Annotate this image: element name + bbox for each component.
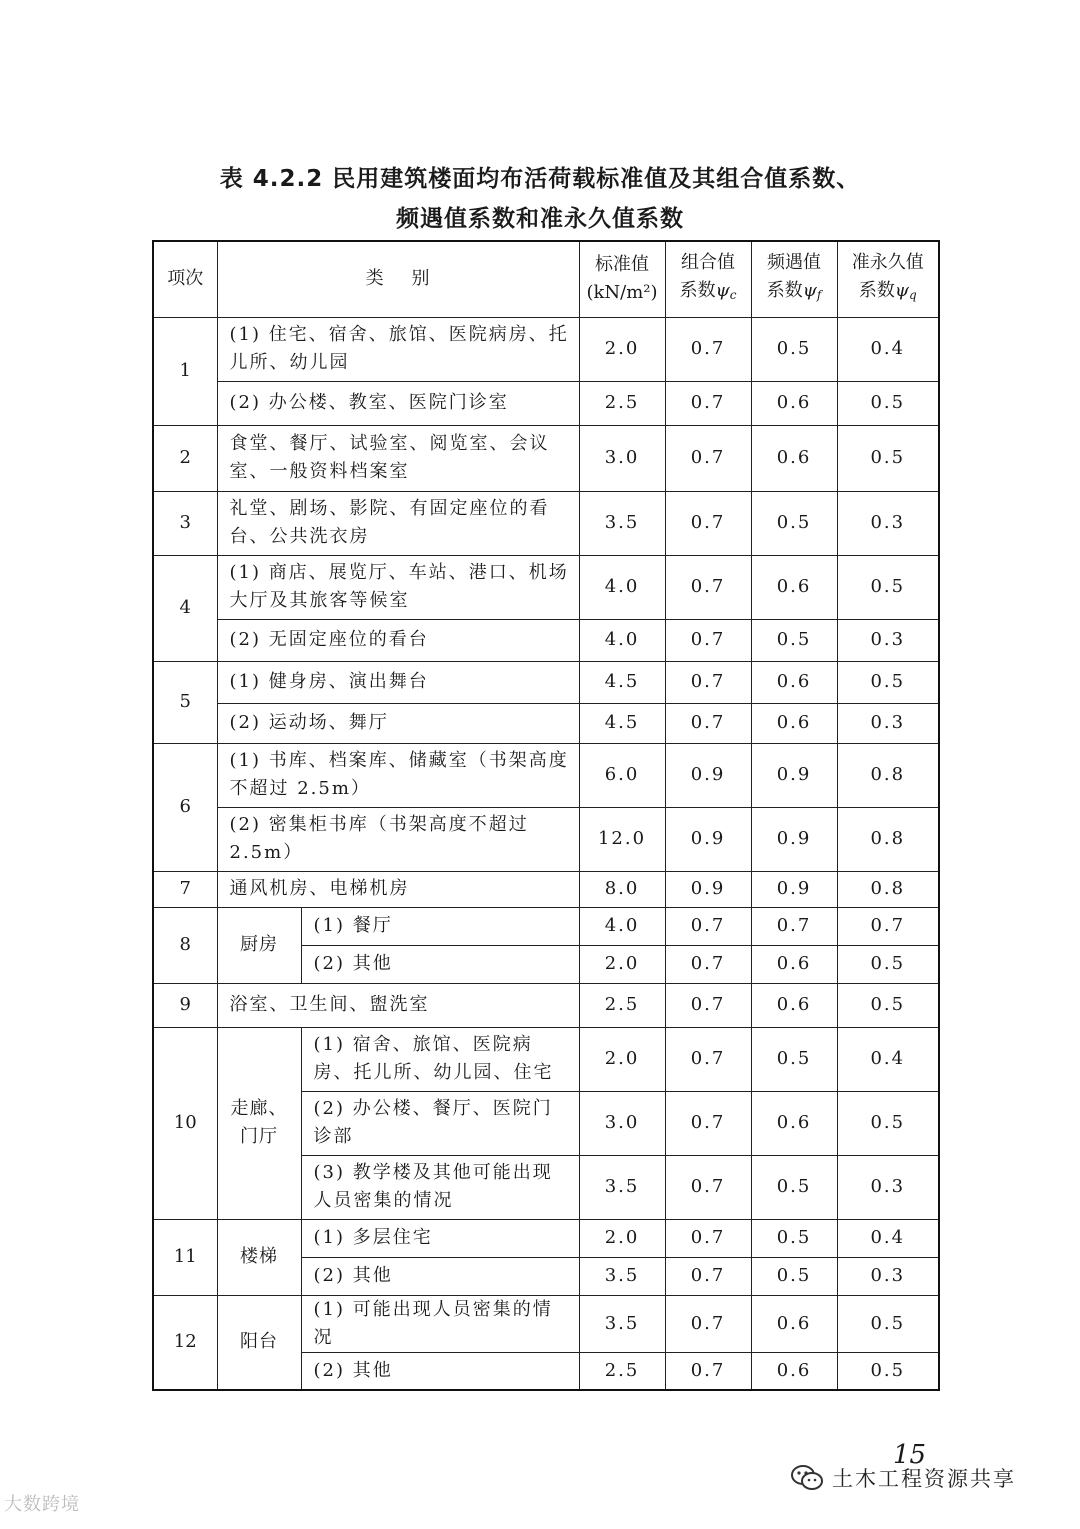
standard-value: 4.0 <box>579 907 665 945</box>
category-description: (3) 教学楼及其他可能出现人员密集的情况 <box>301 1155 579 1219</box>
item-number: 1 <box>153 317 217 425</box>
item-number: 4 <box>153 555 217 661</box>
category-description: (1) 商店、展览厅、车站、港口、机场大厅及其旅客等候室 <box>217 555 579 619</box>
category-description: (2) 其他 <box>301 1257 579 1295</box>
combination-factor: 0.7 <box>665 1091 751 1155</box>
category-description: (1) 宿舍、旅馆、医院病房、托儿所、幼儿园、住宅 <box>301 1027 579 1091</box>
combination-factor: 0.7 <box>665 317 751 381</box>
quasi-permanent-factor: 0.4 <box>837 1027 939 1091</box>
header-combo-symbol: ψ <box>715 280 730 302</box>
category-group: 厨房 <box>217 907 301 983</box>
frequent-factor: 0.5 <box>751 317 837 381</box>
header-freq-sub: f <box>816 288 822 303</box>
frequent-factor: 0.6 <box>751 945 837 983</box>
quasi-permanent-factor: 0.4 <box>837 1219 939 1257</box>
standard-value: 4.5 <box>579 661 665 703</box>
quasi-permanent-factor: 0.7 <box>837 907 939 945</box>
frequent-factor: 0.9 <box>751 743 837 807</box>
combination-factor: 0.9 <box>665 871 751 907</box>
header-category: 类 别 <box>217 241 579 317</box>
frequent-factor: 0.7 <box>751 907 837 945</box>
wechat-icon <box>790 1463 824 1493</box>
header-combination-factor <box>665 241 751 317</box>
category-description: 浴室、卫生间、盥洗室 <box>217 983 579 1027</box>
item-number: 8 <box>153 907 217 983</box>
quasi-permanent-factor: 0.3 <box>837 703 939 743</box>
category-description: (1) 健身房、演出舞台 <box>217 661 579 703</box>
frequent-factor: 0.5 <box>751 1257 837 1295</box>
combination-factor: 0.7 <box>665 425 751 491</box>
combination-factor: 0.7 <box>665 1295 751 1352</box>
item-number: 3 <box>153 491 217 555</box>
header-quasi-sub: q <box>908 288 917 303</box>
standard-value: 2.5 <box>579 381 665 425</box>
category-description: (2) 办公楼、教室、医院门诊室 <box>217 381 579 425</box>
table-row <box>153 425 939 491</box>
standard-value: 3.5 <box>579 1257 665 1295</box>
category-description: (2) 其他 <box>301 945 579 983</box>
item-number: 10 <box>153 1027 217 1219</box>
header-quasi-line2: 系数 <box>858 280 895 302</box>
combination-factor: 0.7 <box>665 907 751 945</box>
frequent-factor: 0.5 <box>751 1027 837 1091</box>
frequent-factor: 0.6 <box>751 703 837 743</box>
quasi-permanent-factor: 0.5 <box>837 381 939 425</box>
category-description: 通风机房、电梯机房 <box>217 871 579 907</box>
watermark-right <box>790 1463 1016 1493</box>
item-number: 5 <box>153 661 217 743</box>
frequent-factor: 0.5 <box>751 619 837 661</box>
category-description: (1) 书库、档案库、储藏室（书架高度不超过 2.5m） <box>217 743 579 807</box>
frequent-factor: 0.5 <box>751 1155 837 1219</box>
header-quasi-symbol: ψ <box>894 280 909 302</box>
frequent-factor: 0.6 <box>751 425 837 491</box>
standard-value: 12.0 <box>579 807 665 871</box>
standard-value: 2.5 <box>579 983 665 1027</box>
header-freq-line1: 频遇值 <box>767 252 822 274</box>
table-row <box>153 907 939 945</box>
frequent-factor: 0.6 <box>751 661 837 703</box>
table-row <box>153 983 939 1027</box>
standard-value: 4.5 <box>579 703 665 743</box>
table-row <box>153 491 939 555</box>
table-header-row <box>153 241 939 317</box>
category-description: (1) 住宅、宿舍、旅馆、医院病房、托儿所、幼儿园 <box>217 317 579 381</box>
standard-value: 2.0 <box>579 945 665 983</box>
frequent-factor: 0.6 <box>751 381 837 425</box>
table-title-line-1: 表 4.2.2 民用建筑楼面均布活荷载标准值及其组合值系数、 <box>219 166 861 192</box>
category-description: 礼堂、剧场、影院、有固定座位的看台、公共洗衣房 <box>217 491 579 555</box>
header-frequent-factor <box>751 241 837 317</box>
standard-value: 2.5 <box>579 1352 665 1390</box>
header-standard-value <box>579 241 665 317</box>
watermark-right-text: 土木工程资源共享 <box>832 1467 1016 1491</box>
category-group: 楼梯 <box>217 1219 301 1295</box>
header-freq-symbol: ψ <box>802 280 817 302</box>
item-number: 6 <box>153 743 217 871</box>
combination-factor: 0.9 <box>665 807 751 871</box>
quasi-permanent-factor: 0.8 <box>837 871 939 907</box>
category-description: (1) 餐厅 <box>301 907 579 945</box>
combination-factor: 0.7 <box>665 1219 751 1257</box>
quasi-permanent-factor: 0.5 <box>837 1091 939 1155</box>
frequent-factor: 0.6 <box>751 1352 837 1390</box>
quasi-permanent-factor: 0.3 <box>837 619 939 661</box>
standard-value: 4.0 <box>579 555 665 619</box>
category-description: 食堂、餐厅、试验室、阅览室、会议室、一般资料档案室 <box>217 425 579 491</box>
frequent-factor: 0.6 <box>751 1091 837 1155</box>
standard-value: 2.0 <box>579 1027 665 1091</box>
table-body <box>153 317 939 1390</box>
category-group: 走廊、门厅 <box>217 1027 301 1219</box>
table-row <box>153 661 939 703</box>
combination-factor: 0.7 <box>665 1352 751 1390</box>
combination-factor: 0.7 <box>665 381 751 425</box>
item-number: 7 <box>153 871 217 907</box>
item-number: 12 <box>153 1295 217 1390</box>
standard-value: 4.0 <box>579 619 665 661</box>
frequent-factor: 0.6 <box>751 555 837 619</box>
quasi-permanent-factor: 0.4 <box>837 317 939 381</box>
combination-factor: 0.7 <box>665 983 751 1027</box>
header-item: 项次 <box>153 241 217 317</box>
table-title-line-2: 频遇值系数和准永久值系数 <box>396 206 684 232</box>
header-std-line2: (kN/m²) <box>586 282 658 304</box>
table-row <box>153 381 939 425</box>
table-row <box>153 871 939 907</box>
combination-factor: 0.7 <box>665 1027 751 1091</box>
category-description: (2) 运动场、舞厅 <box>217 703 579 743</box>
table-row <box>153 1027 939 1091</box>
standard-value: 2.0 <box>579 1219 665 1257</box>
quasi-permanent-factor: 0.5 <box>837 1352 939 1390</box>
item-number: 2 <box>153 425 217 491</box>
quasi-permanent-factor: 0.5 <box>837 661 939 703</box>
combination-factor: 0.7 <box>665 661 751 703</box>
frequent-factor: 0.6 <box>751 983 837 1027</box>
standard-value: 8.0 <box>579 871 665 907</box>
header-combo-line2: 系数 <box>679 280 716 302</box>
load-table <box>152 240 940 1391</box>
quasi-permanent-factor: 0.3 <box>837 1155 939 1219</box>
category-description: (2) 密集柜书库（书架高度不超过 2.5m） <box>217 807 579 871</box>
quasi-permanent-factor: 0.5 <box>837 555 939 619</box>
frequent-factor: 0.9 <box>751 871 837 907</box>
frequent-factor: 0.5 <box>751 491 837 555</box>
category-description: (2) 办公楼、餐厅、医院门诊部 <box>301 1091 579 1155</box>
quasi-permanent-factor: 0.8 <box>837 743 939 807</box>
page-number: 15 <box>893 1440 927 1470</box>
header-combo-line1: 组合值 <box>681 252 736 274</box>
table-row <box>153 555 939 619</box>
standard-value: 6.0 <box>579 743 665 807</box>
combination-factor: 0.7 <box>665 1155 751 1219</box>
standard-value: 2.0 <box>579 317 665 381</box>
header-quasi-permanent-factor <box>837 241 939 317</box>
frequent-factor: 0.9 <box>751 807 837 871</box>
table-row <box>153 807 939 871</box>
watermark-left: 大数跨境 <box>4 1494 80 1515</box>
quasi-permanent-factor: 0.8 <box>837 807 939 871</box>
combination-factor: 0.7 <box>665 491 751 555</box>
frequent-factor: 0.5 <box>751 1219 837 1257</box>
table-row <box>153 317 939 381</box>
table-row <box>153 703 939 743</box>
category-description: (1) 可能出现人员密集的情况 <box>301 1295 579 1352</box>
combination-factor: 0.7 <box>665 703 751 743</box>
quasi-permanent-factor: 0.5 <box>837 945 939 983</box>
table-row <box>153 743 939 807</box>
standard-value: 3.5 <box>579 1155 665 1219</box>
category-group: 阳台 <box>217 1295 301 1390</box>
header-freq-line2: 系数 <box>766 280 803 302</box>
frequent-factor: 0.6 <box>751 1295 837 1352</box>
combination-factor: 0.7 <box>665 945 751 983</box>
item-number: 9 <box>153 983 217 1027</box>
item-number: 11 <box>153 1219 217 1295</box>
combination-factor: 0.7 <box>665 1257 751 1295</box>
combination-factor: 0.9 <box>665 743 751 807</box>
combination-factor: 0.7 <box>665 555 751 619</box>
quasi-permanent-factor: 0.3 <box>837 1257 939 1295</box>
category-description: (2) 其他 <box>301 1352 579 1390</box>
table-row <box>153 1295 939 1352</box>
category-description: (2) 无固定座位的看台 <box>217 619 579 661</box>
table-row <box>153 619 939 661</box>
category-description: (1) 多层住宅 <box>301 1219 579 1257</box>
quasi-permanent-factor: 0.3 <box>837 491 939 555</box>
header-quasi-line1: 准永久值 <box>851 252 924 274</box>
quasi-permanent-factor: 0.5 <box>837 1295 939 1352</box>
standard-value: 3.5 <box>579 1295 665 1352</box>
standard-value: 3.0 <box>579 1091 665 1155</box>
header-std-line1: 标准值 <box>595 254 650 276</box>
quasi-permanent-factor: 0.5 <box>837 425 939 491</box>
quasi-permanent-factor: 0.5 <box>837 983 939 1027</box>
combination-factor: 0.7 <box>665 619 751 661</box>
standard-value: 3.0 <box>579 425 665 491</box>
table-row <box>153 1219 939 1257</box>
header-combo-sub: c <box>729 288 737 303</box>
standard-value: 3.5 <box>579 491 665 555</box>
